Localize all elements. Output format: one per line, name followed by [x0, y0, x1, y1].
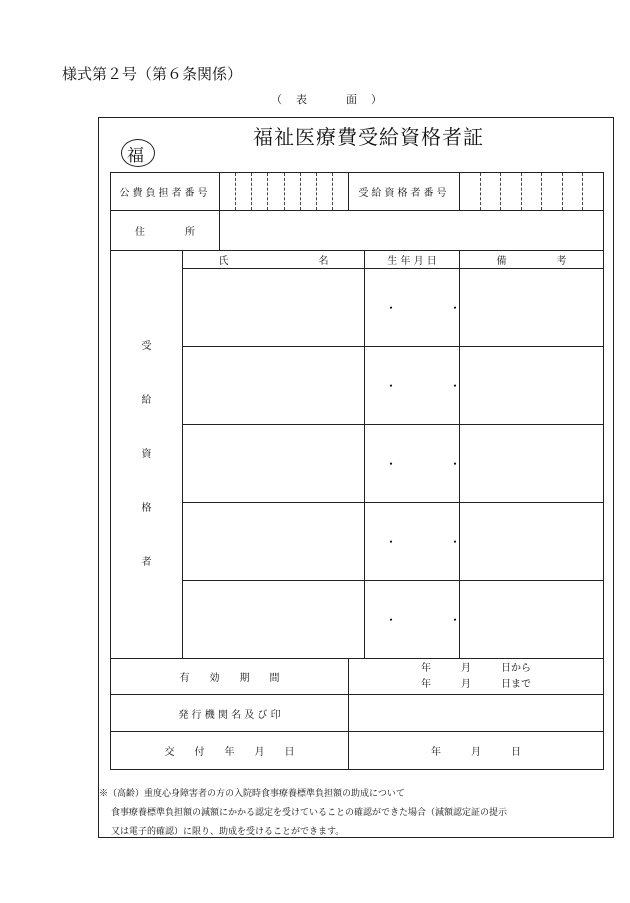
address-label: 住 所	[111, 211, 220, 251]
payer-number-label: 公費負担者番号	[111, 173, 220, 211]
birth-cell[interactable]: ・ ・	[365, 269, 460, 347]
validity-to: 年 月 日まで	[421, 678, 531, 690]
name-cell[interactable]	[183, 425, 365, 503]
validity-from: 年 月 日から	[421, 662, 531, 674]
issuer-field[interactable]	[349, 695, 604, 732]
remarks-cell[interactable]	[460, 425, 604, 503]
remarks-column-header: 備 考	[460, 251, 604, 269]
name-cell[interactable]	[183, 581, 365, 659]
validity-label: 有 効 期 間	[111, 659, 349, 695]
certificate-title: 福祉医療費受給資格者証	[253, 125, 484, 149]
name-cell[interactable]	[183, 269, 365, 347]
footnote-line: 又は電子的確認）に限り、助成を受けることができます。	[111, 827, 345, 837]
address-field[interactable]	[220, 211, 604, 251]
birth-column-header: 生 年 月 日	[365, 251, 460, 269]
recipient-number-field[interactable]	[460, 173, 604, 211]
remarks-cell[interactable]	[460, 269, 604, 347]
birth-cell[interactable]: ・ ・	[365, 347, 460, 425]
form-number: 様式第２号（第６条関係）	[62, 65, 243, 83]
payer-number-field[interactable]	[220, 173, 349, 211]
birth-cell[interactable]: ・ ・	[365, 503, 460, 581]
remarks-cell[interactable]	[460, 503, 604, 581]
issue-date-label: 交 付 年 月 日	[111, 732, 349, 770]
footnote-line: ※（高齢）重度心身障害者の方の入院時食事療養標準負担額の助成について	[99, 789, 405, 799]
birth-cell[interactable]: ・ ・	[365, 581, 460, 659]
validity-field[interactable]	[349, 659, 604, 695]
footnote-line: 食事療養標準負担額の減額にかかる認定を受けていることの確認ができた場合（減額認定証の提示	[111, 808, 508, 818]
name-cell[interactable]	[183, 347, 365, 425]
name-cell[interactable]	[183, 503, 365, 581]
footnote	[99, 785, 507, 842]
birth-cell[interactable]: ・ ・	[365, 425, 460, 503]
remarks-cell[interactable]	[460, 347, 604, 425]
name-column-header: 氏 名	[183, 251, 365, 269]
certificate-table	[110, 172, 604, 770]
recipients-label: 受 給 資 格 者	[111, 251, 183, 659]
recipient-number-label: 受給資格者番号	[349, 173, 460, 211]
seal-char: 福	[127, 146, 144, 166]
seal-circle-icon	[121, 139, 155, 167]
side-label: （表 面）	[271, 93, 396, 106]
issuer-label: 発 行 機 関 名 及 び 印	[111, 695, 349, 732]
issue-date-field[interactable]: 年 月 日	[349, 732, 604, 770]
remarks-cell[interactable]	[460, 581, 604, 659]
